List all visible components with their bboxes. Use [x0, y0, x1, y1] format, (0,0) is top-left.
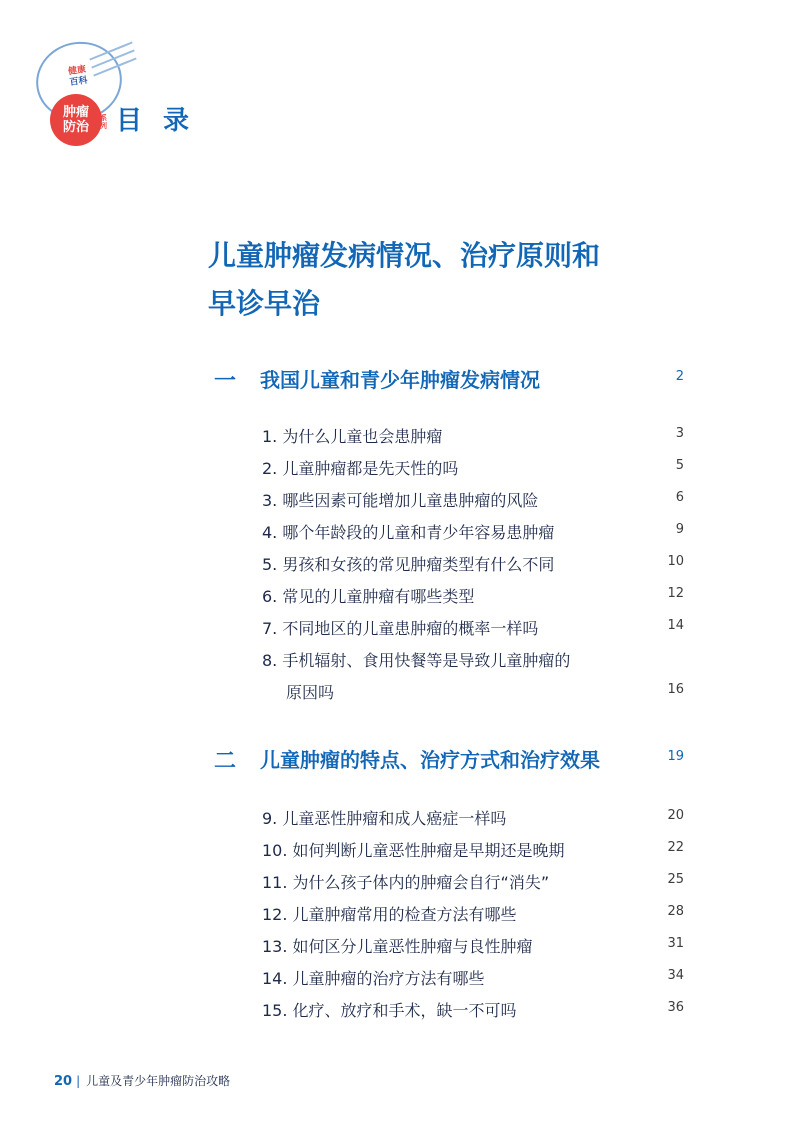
toc-item-text: 4. 哪个年龄段的儿童和青少年容易患肿瘤	[262, 523, 555, 542]
section-page: 19	[667, 749, 684, 764]
toc-item[interactable]	[262, 552, 684, 580]
toc-item-page: 20	[667, 808, 684, 823]
logo-series-tag: 系列	[100, 114, 107, 130]
toc-item-text: 1. 为什么儿童也会患肿瘤	[262, 427, 443, 446]
toc-item[interactable]	[262, 520, 684, 548]
section-number: 一	[214, 369, 237, 394]
toc-item-text: 8. 手机辐射、食用快餐等是导致儿童肿瘤的	[262, 651, 571, 670]
section-title: 儿童肿瘤的特点、治疗方式和治疗效果	[260, 748, 600, 772]
toc-item[interactable]	[262, 998, 684, 1026]
toc-item-text: 12. 儿童肿瘤常用的检查方法有哪些	[262, 905, 517, 924]
toc-item-text: 10. 如何判断儿童恶性肿瘤是早期还是晚期	[262, 841, 565, 860]
toc-item-page: 22	[667, 840, 684, 855]
toc-item-page: 31	[667, 936, 684, 951]
toc-item-text: 2. 儿童肿瘤都是先天性的吗	[262, 459, 459, 478]
toc-item-text: 14. 儿童肿瘤的治疗方法有哪些	[262, 969, 485, 988]
toc-item[interactable]	[262, 456, 684, 484]
toc-item-text: 6. 常见的儿童肿瘤有哪些类型	[262, 587, 475, 606]
section-page: 2	[675, 369, 684, 384]
footer-divider: |	[76, 1074, 81, 1088]
toc-item[interactable]	[262, 806, 684, 834]
toc-section[interactable]	[214, 744, 684, 776]
section-number: 二	[214, 749, 237, 774]
toc-item-page: 14	[667, 618, 684, 633]
logo-brand-text: 健康 百科	[67, 64, 89, 89]
logo-circle-line2: 防治	[62, 120, 89, 135]
chapter-title-line1: 儿童肿瘤发病情况、治疗原则和	[208, 239, 601, 272]
toc-item-page: 16	[667, 682, 684, 697]
page-footer	[54, 1072, 230, 1089]
toc-item-page: 5	[675, 458, 684, 473]
toc-item[interactable]	[262, 902, 684, 930]
toc-item[interactable]	[262, 616, 684, 644]
toc-item-text: 9. 儿童恶性肿瘤和成人癌症一样吗	[262, 809, 507, 828]
toc-item-page: 9	[675, 522, 684, 537]
toc-item[interactable]	[262, 648, 684, 708]
logo-circle	[50, 94, 102, 146]
toc-item-page: 34	[667, 968, 684, 983]
toc-item-page: 6	[675, 490, 684, 505]
toc-item-page: 28	[667, 904, 684, 919]
toc-item-page: 36	[667, 1000, 684, 1015]
toc-item[interactable]	[262, 584, 684, 612]
toc-section[interactable]	[214, 364, 684, 396]
toc-item-page: 12	[667, 586, 684, 601]
toc-item[interactable]	[262, 870, 684, 898]
toc-item[interactable]	[262, 934, 684, 962]
toc-item-continuation: 原因吗	[286, 683, 335, 702]
toc-item[interactable]	[262, 488, 684, 516]
toc-item-page: 10	[667, 554, 684, 569]
toc-item-text: 5. 男孩和女孩的常见肿瘤类型有什么不同	[262, 555, 555, 574]
toc-item-text: 11. 为什么孩子体内的肿瘤会自行“消失”	[262, 873, 550, 892]
toc-item[interactable]	[262, 838, 684, 866]
toc-item-text: 15. 化疗、放疗和手术，缺一不可吗	[262, 1001, 517, 1020]
toc-item-text: 7. 不同地区的儿童患肿瘤的概率一样吗	[262, 619, 539, 638]
footer-page-number: 20	[54, 1074, 73, 1089]
section-title: 我国儿童和青少年肿瘤发病情况	[260, 368, 540, 392]
chapter-title	[208, 232, 668, 328]
page-title: 目 录	[116, 106, 196, 136]
footer-book-name: 儿童及青少年肿瘤防治攻略	[86, 1074, 231, 1088]
toc-item-text: 13. 如何区分儿童恶性肿瘤与良性肿瘤	[262, 937, 533, 956]
logo-circle-line1: 肿瘤	[62, 105, 89, 120]
toc-item-text: 3. 哪些因素可能增加儿童患肿瘤的风险	[262, 491, 539, 510]
toc-item-page: 3	[675, 426, 684, 441]
toc-item[interactable]	[262, 424, 684, 452]
toc-item[interactable]	[262, 966, 684, 994]
toc-item-page: 25	[667, 872, 684, 887]
chapter-title-line2: 早诊早治	[208, 287, 321, 320]
series-logo	[26, 42, 126, 152]
